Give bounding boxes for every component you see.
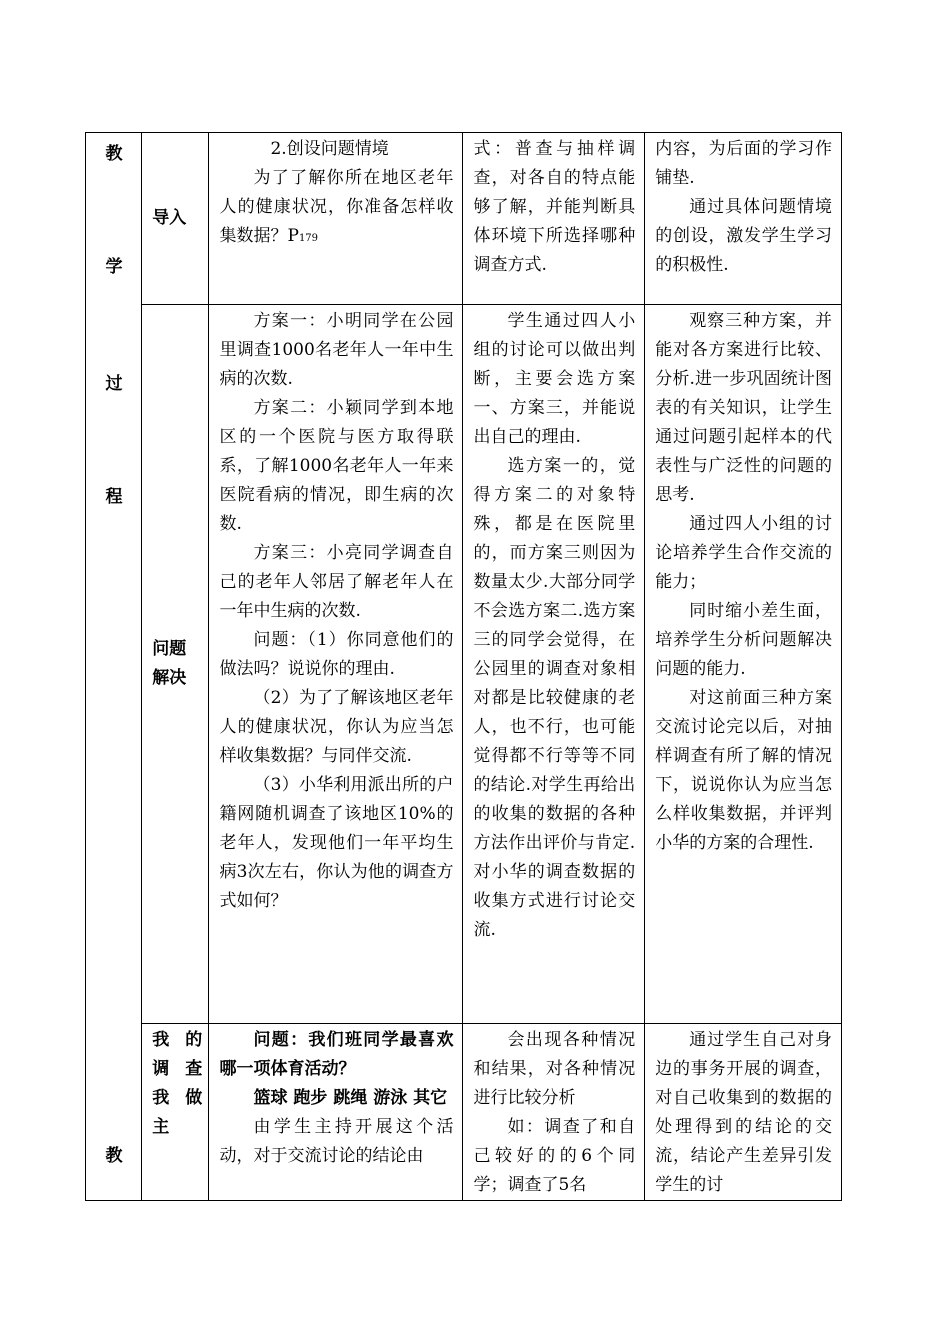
stage-label-cell [142, 1024, 209, 1201]
content-question: 为了了解你所在地区老年人的健康状况，你准备怎样收集数据？P179 [219, 168, 454, 246]
row-intro [86, 133, 842, 305]
intent-text-4: 对这前面三种方案交流讨论完以后，对抽样调查有所了解的情况下，说说你认为应当怎么样收集数据，并评判小华的方案的合理性. [655, 688, 832, 853]
side-char-1: 教 [105, 144, 123, 164]
plan-one: 方案一：小明同学在公园里调查1000名老年人一年中生病的次数. [219, 311, 454, 389]
stage-label: 我的调查我做主 [152, 1030, 203, 1137]
content-cell [209, 133, 463, 305]
stage-label: 问题解决 [152, 639, 187, 688]
student-cell [463, 133, 645, 305]
intent-cell [645, 1024, 842, 1201]
stage-label-cell [142, 133, 209, 305]
intent-cell [645, 305, 842, 1024]
content-cell [209, 1024, 463, 1201]
student-cell [463, 1024, 645, 1201]
side-char-3: 过 [105, 374, 123, 394]
student-text-2: 如：调查了和自己较好的的6个同学；调查了5名 [473, 1117, 636, 1195]
intent-text-2: 通过具体问题情境的创设，激发学生学习的积极性. [655, 197, 832, 275]
side-label-cell [86, 133, 142, 1201]
student-text: 式：普查与抽样调查，对各自的特点能够了解，并能判断具体环境下所选择哪种调查方式. [473, 139, 636, 275]
stage-label: 导入 [152, 208, 187, 228]
question-3: （3）小华利用派出所的户籍网随机调查了该地区10%的老年人，发现他们一年平均生病3次左右，你认为他的调查方式如何？ [219, 775, 454, 911]
side-char-2: 学 [105, 257, 123, 277]
intent-text-1: 内容，为后面的学习作铺垫. [655, 139, 832, 188]
content-cell [209, 305, 463, 1024]
survey-text: 由学生主持开展这个活动，对于交流讨论的结论由 [219, 1117, 454, 1166]
intent-text-2: 通过四人小组的讨论培养学生合作交流的能力； [655, 514, 832, 592]
stage-label-cell [142, 305, 209, 1024]
student-cell [463, 305, 645, 1024]
question-2: （2）为了了解该地区老年人的健康状况，你认为应当怎样收集数据？与同伴交流. [219, 688, 454, 766]
student-text-1: 会出现各种情况和结果，对各种情况进行比较分析 [473, 1030, 636, 1108]
survey-question: 问题：我们班同学最喜欢哪一项体育活动？ [219, 1030, 454, 1079]
side-char-4: 程 [105, 487, 123, 507]
side-char-bottom: 教 [105, 1146, 123, 1166]
intent-text-1: 通过学生自己对身边的事务开展的调查，对自己收集到的数据的处理得到的结论的交流，结论产生差异引发学生的讨 [655, 1030, 832, 1195]
row-my-survey [86, 1024, 842, 1201]
intent-text-3: 同时缩小差生面，培养学生分析问题解决问题的能力. [655, 601, 832, 679]
intent-cell [645, 133, 842, 305]
student-text-1: 学生通过四人小组的讨论可以做出判断，主要会选方案一、方案三，并能说出自己的理由. [473, 311, 636, 447]
row-problem-solving [86, 305, 842, 1024]
intent-text-1: 观察三种方案，并能对各方案进行比较、分析.进一步巩固统计图表的有关知识，让学生通过问题引起样本的代表性与广泛性的问题的思考. [655, 311, 832, 505]
survey-options: 篮球 跑步 跳绳 游泳 其它 [253, 1088, 448, 1108]
question-1: 问题：（1）你同意他们的做法吗？说说你的理由. [219, 630, 454, 679]
content-heading: 2.创设问题情境 [270, 139, 389, 159]
plan-three: 方案三：小亮同学调查自己的老年人邻居了解老年人在一年中生病的次数. [219, 543, 454, 621]
plan-two: 方案二：小颖同学到本地区的一个医院与医方取得联系，了解1000名老年人一年来医院看病的情况，即生病的次数. [219, 398, 454, 534]
lesson-plan-table [85, 132, 842, 1201]
student-text-2: 选方案一的，觉得方案二的对象特殊，都是在医院里的，而方案三则因为数量太少.大部分同学不会选方案二.选方案三的同学会觉得，在公园里的调查对象相对都是比较健康的老人，也不行，也可能觉得都不行等等不同的结论.对学生再给出的收集的数据的各种方法作出评价与肯定.对小华的调查数据的收集方式进行讨论交流. [473, 456, 636, 940]
